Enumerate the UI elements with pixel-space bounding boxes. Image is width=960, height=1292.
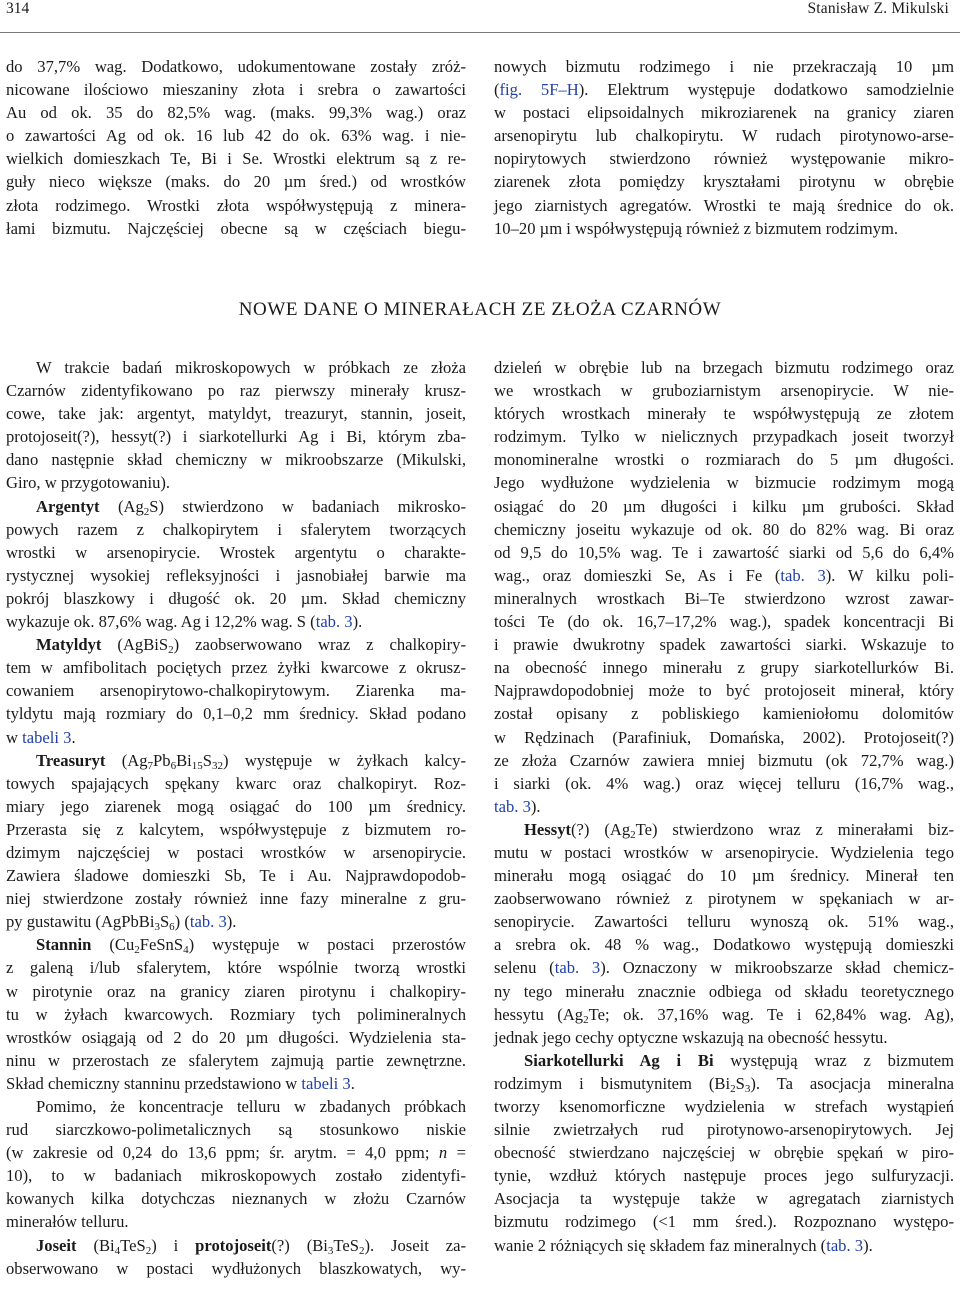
table-link[interactable]: tab. 3 [780, 565, 826, 585]
text-line: został opisany z pobliskiego kamieniołomu dolomitów [494, 704, 954, 724]
text-line: Pomimo, że koncentracje telluru w zbadanych próbkach [36, 1097, 466, 1116]
text-line: selenu (tab. 3). Oznaczony w mikroobszarze skład chemicz- [494, 958, 954, 978]
text-line: tości Te (do ok. 16,7–17,2% wag.), spadek koncentracji Bi [494, 612, 954, 632]
top-left-column [6, 55, 466, 240]
text-line: tynie, wzdłuż których następuje proces jego sulfuryzacji. [494, 1166, 954, 1186]
text-line: obserwowano w postaci wydłużonych blaszkowatych, wy- [6, 1258, 466, 1278]
text-line: z galeną i/lub sfalerytem, które wspólnie tworzą wrostki [6, 958, 466, 978]
text-line: tab. 3). [494, 796, 541, 816]
text-line: minerału mogą osiągać do 10 µm średnicy. Minerał ten [494, 866, 954, 886]
text-line: wielkich domieszkach Te, Bi i Se. Wrostki elektrum są z re- [6, 149, 466, 169]
text-line: Au od ok. 35 do 82,5% wag. (maks. 99,3% wag.) oraz [6, 103, 466, 123]
text-line: Stannin $(Cu_2FeSnS_4)$ występuje w postaci przerostów [36, 935, 466, 957]
text-line: Argentyt $(Ag_2S)$ stwierdzono w badaniach mikrosko- [36, 496, 466, 518]
text-line: nowych bizmutu rodzimego i nie przekraczają 10 µm [494, 57, 954, 76]
text-line: i prawie dwukrotny spadek zawartości siarki. Wskazuje to [494, 635, 954, 655]
text-line: (w zakresie od 0,24 do 13,6 ppm; śr. arytm. = 4,0 ppm; n = [6, 1143, 466, 1163]
text-line: chemiczny joseitu wykazuje od ok. 80 do 82% wag. Bi oraz [494, 519, 954, 539]
text-line: tu w żyłach kwarcowych. Rozmiary tych polimineralnych [6, 1004, 466, 1024]
text-line: Zawiera śladowe domieszki Sb, Te i Au. Najprawdopodob- [6, 866, 466, 886]
text-line: w postaci elipsoidalnych mikroziarenek na granicy ziaren [494, 103, 954, 123]
text-line: w pirotynie oraz na granicy ziaren pirotynu i chalkopiry- [6, 981, 466, 1001]
text-line: dzimym najczęściej w postaci wrostków w arsenopirycie. [6, 842, 466, 862]
section-title: NOWE DANE O MINERAŁACH ZE ZŁOŻA CZARNÓW [238, 299, 722, 320]
text-line: 10), to w badaniach mikroskopowych zostało zidentyfi- [6, 1166, 466, 1186]
text-line: senopirycie. Zawartości telluru wynoszą ok. 51% wag., [494, 912, 954, 932]
text-line: ninu w przerostach ze sfalerytem zajmują partie zewnętrzne. [6, 1050, 466, 1070]
text-line: rodzimym i bismutynitem $(Bi_2S_3)$. Ta asocjacja mineralna [494, 1073, 954, 1095]
text-line: arsenopirytu lub chalkopirytu. W rudach pirotynowo-arse- [494, 126, 954, 146]
bottom-right-column [494, 356, 954, 1257]
bottom-left-column [6, 356, 466, 1280]
text-line: silnie zwietrzałych rud pirotynowo-arsenopirytowych. Jej [494, 1120, 954, 1140]
text-line: łami bizmutu. Najczęściej obecne są w częściach biegu- [6, 218, 466, 238]
mineral-name: protojoseit [195, 1235, 272, 1255]
text-line: na obecność innego minerału z grupy siarkotellurków Bi. [494, 658, 954, 678]
text-line: Joseit $(Bi_4TeS_2)$ i protojoseit(?) $(Bi_3TeS_2)$. Joseit za- [36, 1235, 466, 1257]
text-line: dano następnie skład chemiczny w mikroobszarze (Mikulski, [6, 450, 466, 470]
text-line: tem w amfibolitach pociętych przez żyłki kwarcowe z okrusz- [6, 658, 466, 678]
text-line: powych razem z chalkopirytem i sfalerytem tworzących [6, 519, 466, 539]
figure-link[interactable]: fig. 5F–H [499, 80, 579, 100]
text-line: Przerasta się z kalcytem, współwystępuje z bizmutem ro- [6, 819, 466, 839]
text-line: Asocjacja ta występuje także w agregatach ziarnistych [494, 1189, 954, 1209]
text-line: jednak jego cechy optyczne wskazują na obecność hessytu. [494, 1027, 888, 1047]
text-line: Siarkotellurki Ag i Bi występują wraz z bizmutem [524, 1050, 954, 1070]
header-rule [0, 32, 960, 33]
text-line: wag., oraz domieszki Se, As i Fe (tab. 3). W kilku poli- [494, 565, 954, 585]
text-line: Skład chemiczny stanninu przedstawiono w tabeli 3. [6, 1073, 355, 1093]
table-link[interactable]: tab. 3 [554, 958, 601, 978]
text-line: nicowane ilościowo mieszaniny złota i srebra o zawartości [6, 80, 466, 100]
mineral-name: Matyldyt [36, 635, 102, 655]
mineral-name: Siarkotellurki Ag i Bi [524, 1050, 714, 1070]
mineral-name: Stannin [36, 935, 92, 955]
text-line: ny tego minerału znacznie odbiega od składu teoretycznego [494, 981, 954, 1001]
table-link[interactable]: tab. 3 [494, 796, 531, 816]
text-line: cowaniem arsenopirytowo-chalkopirytowym. Ziarenka ma- [6, 681, 466, 701]
text-line: obecność stwierdzano najczęściej w obrębie spękań w piro- [494, 1143, 954, 1163]
text-line: których wrostkach minerały te współwystępują ze złotem [494, 404, 954, 424]
text-line: Treasuryt $(Ag_7Pb_6Bi_{15}S_{32})$ występuje w żyłkach kalcy- [36, 750, 466, 772]
text-line: Najprawdopodobniej może to być protojoseit minerał, który [494, 681, 954, 701]
text-line: dzieleń w obrębie lub na brzegach bizmutu rodzimego oraz [494, 358, 954, 377]
text-line: tyldytu mają rozmiary do 0,1–0,2 mm średnicy. Skład podano [6, 704, 466, 724]
text-line: guły nieco większe (maks. do 20 µm śred.) od wrostków [6, 172, 466, 192]
text-line: W trakcie badań mikroskopowych w próbkach ze złoża [36, 358, 466, 377]
text-line: osiągać do 20 µm długości i kilku µm grubości. Skład [494, 496, 954, 516]
text-line: kowanych kilka dotychczas nieznanych w złożu Czarnów [6, 1189, 466, 1209]
text-line: tworzy ksenomorficzne wydzielenia w strefach wystąpień [494, 1097, 954, 1116]
table-link[interactable]: tab. 3 [826, 1235, 864, 1255]
mineral-name: Joseit [36, 1235, 77, 1255]
text-line: o zawartości Ag od ok. 16 lub 42 do ok. 63% wag. i nie- [6, 126, 466, 146]
text-line: nopirytowych stwierdzono również występowanie mikro- [494, 149, 954, 169]
text-line: rud siarczkowo-polimetalicznych są stosunkowo niskie [6, 1120, 466, 1140]
text-line: niej stwierdzone zostały również inne fazy mineralne z gru- [6, 889, 466, 909]
text-line: mineralnych wrostkach Bi–Te stwierdzono wzrost zawar- [494, 588, 954, 608]
text-line: zaobserwowano również z pirotynem w spękaniach w ar- [494, 889, 954, 909]
text-line: od 9,5 do 10,5% wag. Te i zawartość siarki od 5,6 do 6,4% [494, 542, 954, 562]
table-link[interactable]: tab. 3 [189, 912, 227, 932]
text-line: we wrostkach w gruboziarnistym arsenopirycie. W nie- [494, 381, 954, 401]
running-head: Stanisław Z. Mikulski [807, 0, 949, 17]
text-line: i siarki (ok. 4% wag.) oraz więcej telluru (16,7% wag., [494, 773, 954, 793]
text-line: do 37,7% wag. Dodatkowo, udokumentowane zostały zróż- [6, 57, 466, 76]
mineral-name: Argentyt [36, 496, 100, 516]
table-link[interactable]: tab. 3 [315, 612, 353, 632]
text-line: miary jego ziarenek mogą osiągać do 100 µm średnicy. [6, 796, 466, 816]
text-line: rystycznej wysokiej refleksyjności i jasnobiałej barwie ma [6, 565, 466, 585]
text-line: ziarenek złota pomiędzy kryształami pirotynu w obrębie [494, 172, 954, 192]
text-line: Matyldyt (AgBiS$_2$) zaobserwowano wraz z chalkopiry- [36, 635, 466, 657]
text-line: ze złoża Czarnów zawiera mniej bizmutu (ok 72,7% wag.) [494, 750, 954, 770]
text-line: py gustawitu $(AgPbBi_3S_6)$ (tab. 3). [6, 912, 237, 934]
text-line: towych spajających spękany kwarc oraz chalkopiryt. Roz- [6, 773, 466, 793]
mineral-name: Treasuryt [36, 750, 106, 770]
text-line: bizmutu rodzimego (<1 mm śred.). Rozpoznano występo- [494, 1212, 954, 1232]
text-line: pokrój blaszkowy i długość ok. 20 µm. Skład chemiczny [6, 588, 466, 608]
text-line: w tabeli 3. [6, 727, 76, 747]
text-line: w Rędzinach (Parafiniuk, Domańska, 2002). Protojoseit(?) [494, 727, 954, 747]
text-line: jego ziarnistych agregatów. Wrostki te mają średnice do ok. [494, 195, 954, 215]
mineral-name: Hessyt [524, 819, 572, 839]
text-line: minerałów telluru. [6, 1212, 129, 1232]
text-line: protojoseit(?), hessyt(?) i siarkotellurki Ag i Bi, którym zba- [6, 427, 466, 447]
text-line: wykazuje ok. 87,6% wag. Ag i 12,2% wag. S (tab. 3). [6, 612, 363, 632]
text-line: złota rodzimego. Wrostki złota współwystępują z minera- [6, 195, 466, 215]
text-line: 10–20 µm i współwystępują również z bizmutem rodzimym. [494, 218, 899, 238]
text-line: wrostki w arsenopirycie. Wrostek argentytu o charakte- [6, 542, 466, 562]
text-line: Hessyt(?) $(Ag_2Te)$ stwierdzono wraz z minerałami biz- [524, 819, 954, 841]
text-line: monomineralne wrostki o rozmiarach do 5 µm długości. [494, 450, 954, 470]
table-link[interactable]: tabeli 3 [301, 1073, 351, 1093]
text-line: cowe, take jak: argentyt, matyldyt, treazuryt, stannin, joseit, [6, 404, 466, 424]
text-line: mutu w postaci wrostków w arsenopirycie. Wydzielenia tego [494, 842, 954, 862]
text-line: rodzimym. Tylko w nielicznych przypadkach joseit tworzył [494, 427, 954, 447]
text-line: Czarnów zidentyfikowano po raz pierwszy minerały krusz- [6, 381, 466, 401]
top-right-column [494, 55, 954, 240]
text-line: wanie 2 różniących się składem faz mineralnych (tab. 3). [494, 1235, 873, 1255]
text-line: wrostków osiągają od 2 do 20 µm długości. Wydzielenia sta- [6, 1027, 466, 1047]
page-number: 314 [6, 0, 30, 17]
text-line: (fig. 5F–H). Elektrum występuje dodatkowo samodzielnie [494, 80, 954, 100]
text-line: Jego wydłużone wydzielenia w bizmucie rodzimym mogą [494, 473, 954, 493]
table-link[interactable]: tabeli 3 [22, 727, 72, 747]
text-line: hessytu ($Ag_2Te$; ok. 37,16% wag. Te i 62,84% wag. Ag), [494, 1004, 954, 1026]
text-line: a srebra ok. 48 % wag., Dodatkowo występują domieszki [494, 935, 954, 955]
text-line: Giro, w przygotowaniu). [6, 473, 171, 493]
